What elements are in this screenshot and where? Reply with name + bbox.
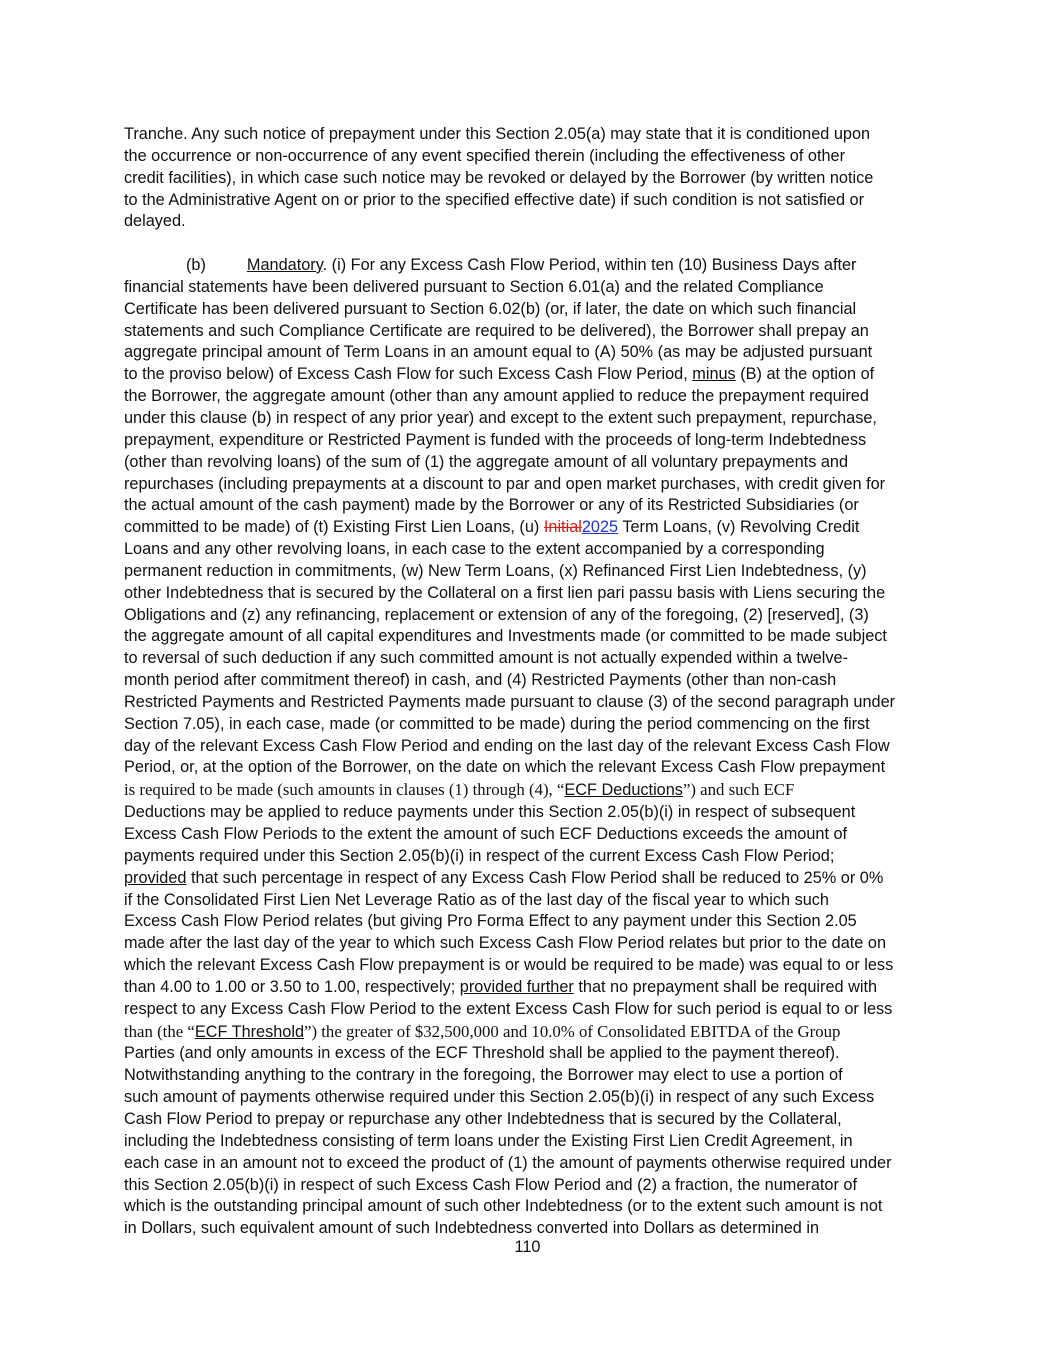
text-line: (b) Mandatory. (i) For any Excess Cash Flow Period, within ten (10) Business Days after [186,256,857,275]
text-line: day of the relevant Excess Cash Flow Period and ending on the last day of the relevant Excess Cash Flow [124,736,890,755]
inserted-text: 2025 [581,518,619,537]
text-line: month period after commitment thereof) in cash, and (4) Restricted Payments (other than non-cash [124,671,837,690]
text-line: is required to be made (such amounts in clauses (1) through (4), “ECF Deductions”) and such ECF [124,780,795,800]
text-line: respect to any Excess Cash Flow Period to the extent Excess Cash Flow for such period is equal to or less [124,999,893,1018]
text-line: delayed. [124,212,186,231]
text-line: Parties (and only amounts in excess of the ECF Threshold shall be applied to the payment thereof). [124,1044,840,1063]
text-line: if the Consolidated First Lien Net Leverage Ratio as of the last day of the fiscal year to which such [124,890,829,909]
text-line: such amount of payments otherwise required under this Section 2.05(b)(i) in respect of any such Excess [124,1088,875,1107]
text-line: each case in an amount not to exceed the product of (1) the amount of payments otherwise required under [124,1153,892,1172]
text-line: than 4.00 to 1.00 or 3.50 to 1.00, respectively; provided further that no prepayment shall be required with [124,977,878,996]
text-line: under this clause (b) in respect of any prior year) and except to the extent such prepayment, repurchase, [124,408,877,427]
text-line: than (the “ECF Threshold”) the greater of $32,500,000 and 10.0% of Consolidated EBITDA of the Group [124,1021,841,1041]
underlined-term: minus [692,365,736,384]
text-line: Section 7.05), in each case, made (or committed to be made) during the period commencing on the first [124,714,870,733]
underlined-term: provided [124,868,187,887]
text-line: this Section 2.05(b)(i) in respect of such Excess Cash Flow Period and (2) a fraction, the numerator of [124,1175,857,1194]
defined-term: ECF Threshold [194,1022,305,1041]
text-line: Certificate has been delivered pursuant to Section 6.02(b) (or, if later, the date on which such financial [124,299,857,318]
text-line: financial statements have been delivered pursuant to Section 6.01(a) and the related Compliance [124,277,824,296]
text-line: Deductions may be applied to reduce payments under this Section 2.05(b)(i) in respect of subsequent [124,803,856,822]
text-line: the occurrence or non-occurrence of any event specified therein (including the effectiveness of other [124,146,846,165]
text-line: credit facilities), in which case such notice may be revoked or delayed by the Borrower (by written notice [124,168,874,187]
document-page [124,124,935,1240]
underlined-term: provided further [459,977,574,996]
text-line: which the relevant Excess Cash Flow prepayment is or would be required to be made) was equal to or less [124,956,894,975]
text-line: Notwithstanding anything to the contrary in the foregoing, the Borrower may elect to use a portion of [124,1066,843,1085]
paragraph-a [124,124,935,233]
text-line: provided that such percentage in respect of any Excess Cash Flow Period shall be reduced to 25% or 0% [124,868,884,887]
text-line: payments required under this Section 2.05(b)(i) in respect of the current Excess Cash Flow Period; [124,846,835,865]
section-heading: Mandatory [246,256,323,275]
text-line: committed to be made) of (t) Existing First Lien Loans, (u) Initial2025 Term Loans, (v) Revolving Credit [124,518,860,537]
text-line: to reversal of such deduction if any such committed amount is not actually expended within a twelve- [124,649,848,668]
text-line: including the Indebtedness consisting of term loans under the Existing First Lien Credit Agreement, in [124,1131,853,1150]
text-line: Tranche. Any such notice of prepayment under this Section 2.05(a) may state that it is conditioned upon [124,125,871,143]
text-line: aggregate principal amount of Term Loans in an amount equal to (A) 50% (as may be adjusted pursuant [124,343,873,362]
text-line: Restricted Payments and Restricted Payments made pursuant to clause (3) of the second paragraph under [124,692,896,711]
text-line: statements and such Compliance Certificate are required to be delivered), the Borrower shall prepay an [124,321,869,340]
page-number: 110 [514,1238,541,1256]
text-line: prepayment, expenditure or Restricted Payment is funded with the proceeds of long-term Indebtedness [124,430,867,449]
text-line: Excess Cash Flow Period relates (but giving Pro Forma Effect to any payment under this Section 2.05 [124,912,857,931]
text-line: the Borrower, the aggregate amount (other than any amount applied to reduce the prepayment required [124,387,869,406]
text-line: the actual amount of the cash payment) made by the Borrower or any of its Restricted Subsidiaries (or [124,496,859,515]
text-line: Obligations and (z) any refinancing, replacement or extension of any of the foregoing, (2) [reserved], (3) [124,605,869,624]
text-line: which is the outstanding principal amount of such other Indebtedness (or to the extent such amount is not [124,1197,883,1216]
text-line: permanent reduction in commitments, (w) New Term Loans, (x) Refinanced First Lien Indebtedness, (y) [124,561,867,580]
text-line: Period, or, at the option of the Borrower, on the date on which the relevant Excess Cash Flow prepayment [124,758,886,777]
clause-label: (b) [186,256,206,275]
text-line: other Indebtedness that is secured by the Collateral on a first lien pari passu basis with Liens securing the [124,583,886,602]
text-line: (other than revolving loans) of the sum of (1) the aggregate amount of all voluntary prepayments and [124,452,849,471]
defined-term: ECF Deductions [564,781,683,800]
text-line: Excess Cash Flow Periods to the extent the amount of such ECF Deductions exceeds the amount of [124,825,848,843]
paragraph-b [124,255,935,1240]
text-line: Loans and any other revolving loans, in each case to the extent accompanied by a corresponding [124,540,825,559]
text-line: made after the last day of the year to which such Excess Cash Flow Period relates but prior to the date on [124,934,886,953]
text-line: to the Administrative Agent on or prior to the specified effective date) if such condition is not satisfied or [124,190,865,209]
text-line: the aggregate amount of all capital expenditures and Investments made (or committed to be made subject [124,627,887,646]
deleted-text: Initial [543,518,582,537]
text-line: to the proviso below) of Excess Cash Flow for such Excess Cash Flow Period, minus (B) at the option of [124,365,875,384]
text-line: in Dollars, such equivalent amount of such Indebtedness converted into Dollars as determined in [124,1219,820,1238]
text-line: repurchases (including prepayments at a discount to par and open market purchases, with credit given for [124,474,886,493]
text-line: Cash Flow Period to prepay or repurchase any other Indebtedness that is secured by the Collateral, [124,1109,842,1128]
